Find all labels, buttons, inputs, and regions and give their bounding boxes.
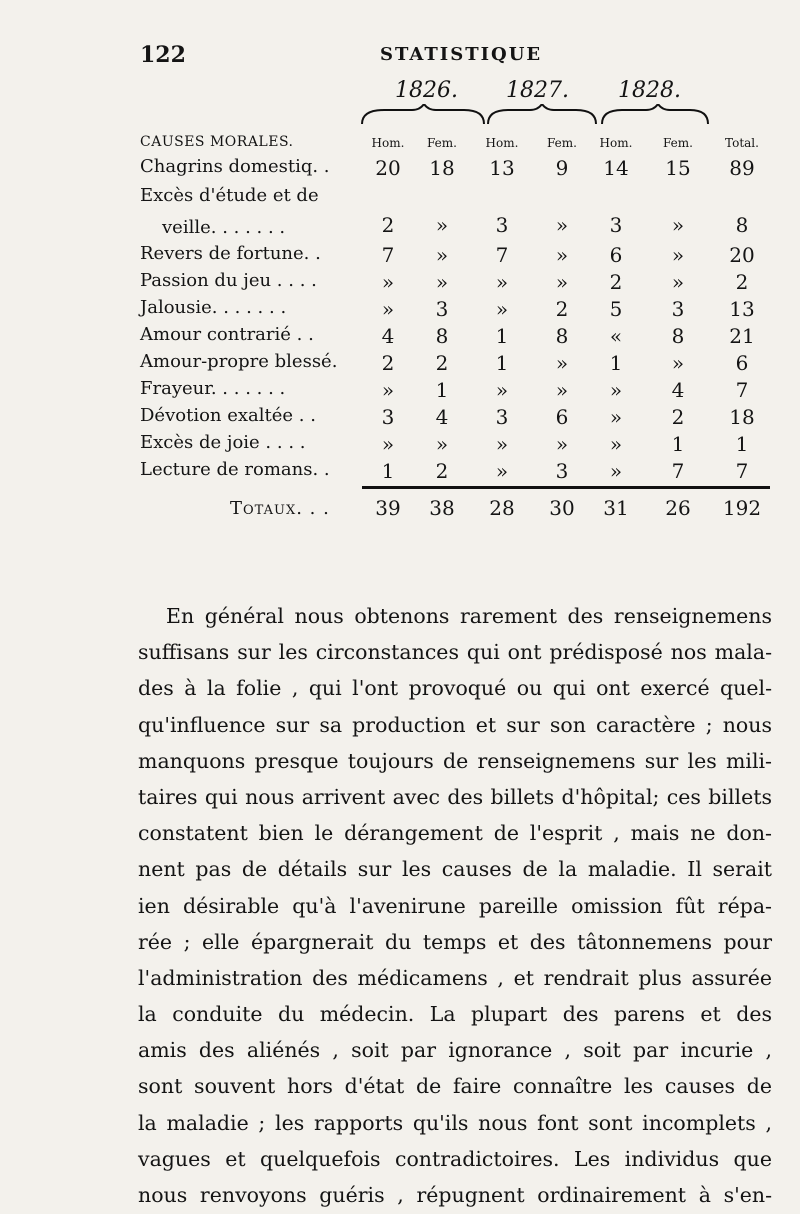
cell-value: 14 [603,156,629,180]
text-line: vagues et quelquefois contradictoires. Les individus que [138,1146,772,1171]
text-line: En général nous obtenons rarement des renseignemens [166,604,772,628]
year-1828: 1828. [618,78,681,103]
text-line: la maladie ; les rapports qu'ils nous font sont incomplets , [138,1110,772,1135]
cell-value: 3 [495,213,509,237]
cell-value: 1 [495,324,509,348]
cell-value: 1 [381,459,395,483]
table-row [140,156,770,183]
text-line: l'administration des médicamens , et rendrait plus assurée [138,965,772,990]
col-header-hom-1827: Hom. [485,136,519,150]
cell-value: 3 [381,405,395,429]
text-line: constatent bien le dérangement de l'esprit , mais ne don- [138,821,772,846]
cell-value: 7 [495,243,509,267]
table-row [140,459,770,486]
total-value: 38 [429,496,455,520]
cell-value: » [555,378,569,402]
cell-value: 6 [735,351,749,375]
cell-value: » [381,432,395,456]
cell-value: » [381,297,395,321]
text-line: amis des aliénés , soit par ignorance , soit par incurie , [138,1038,772,1063]
cell-value: 15 [665,156,691,180]
total-value: 39 [375,496,401,520]
table-header-row [140,130,770,156]
cell-value: 2 [381,351,395,375]
text-line: sont souvent hors d'état de faire connaître les causes de [138,1074,772,1099]
row-label: Excès de joie . . . . [140,432,306,453]
cell-value: 8 [671,324,685,348]
col-header-hom-1826: Hom. [371,136,405,150]
cell-value: 1 [671,432,685,456]
col-header-fem-1827: Fem. [547,136,577,150]
cell-value: » [671,270,685,294]
cell-value: 6 [609,243,623,267]
statistics-table [140,130,770,526]
total-value: 26 [665,496,691,520]
table-row [140,351,770,378]
totals-row [140,486,770,526]
row-label: Amour-propre blessé. [140,351,338,372]
cell-value: 3 [555,459,569,483]
row-label: Jalousie. . . . . . . [140,297,287,318]
cell-value: 3 [671,297,685,321]
col-header-total: Total. [725,136,759,150]
text-line: taires qui nous arrivent avec des billets d'hôpital; ces billets [138,784,772,809]
row-label: Frayeur. . . . . . . [140,378,286,399]
row-label: Amour contrarié . . [140,324,314,345]
col-header-fem-1826: Fem. [427,136,457,150]
text-line: des à la folie , qui l'ont provoqué ou qui ont exercé quel- [138,676,772,701]
column-label: CAUSES MORALES. [140,134,294,150]
cell-value: » [435,213,449,237]
col-header-fem-1828: Fem. [663,136,693,150]
cell-value: 4 [381,324,395,348]
page-number: 122 [140,42,186,68]
year-braces [0,104,800,128]
cell-value: » [435,432,449,456]
cell-value: 2 [555,297,569,321]
cell-value: 8 [735,213,749,237]
body-paragraph [138,598,772,1213]
cell-value: 2 [435,459,449,483]
cell-value: 13 [729,297,755,321]
cell-value: » [555,270,569,294]
table-row [140,270,770,297]
cell-value: 13 [489,156,515,180]
cell-value: 6 [555,405,569,429]
table-row [140,324,770,351]
cell-value: 1 [609,351,623,375]
row-label: Chagrins domestiq. . [140,156,330,177]
row-label: Excès d'étude et de [140,185,319,206]
cell-value: » [435,243,449,267]
cell-value: » [671,213,685,237]
cell-value: » [555,351,569,375]
total-value: 192 [722,496,762,520]
cell-value: » [609,459,623,483]
cell-value: » [609,405,623,429]
row-label: Revers de fortune. . [140,243,321,264]
cell-value: 8 [555,324,569,348]
cell-value: » [435,270,449,294]
table-row [140,405,770,432]
cell-value: 9 [555,156,569,180]
cell-value: » [381,270,395,294]
text-line: la conduite du médecin. La plupart des parens et des [138,1002,772,1027]
totals-rule [362,486,770,489]
row-label: Dévotion exaltée . . [140,405,316,426]
col-header-hom-1828: Hom. [599,136,633,150]
cell-value: 2 [671,405,685,429]
cell-value: 18 [429,156,455,180]
text-line: nent pas de détails sur les causes de la maladie. Il serait [138,857,772,882]
brace-1827 [488,104,596,124]
cell-value: » [495,378,509,402]
cell-value: 5 [609,297,623,321]
year-1827: 1827. [506,78,569,103]
brace-1828 [602,104,708,124]
running-title: STATISTIQUE [380,44,543,65]
cell-value: 7 [381,243,395,267]
text-line: suffisans sur les circonstances qui ont prédisposé nos mala- [138,640,772,665]
cell-value: « [609,324,623,348]
text-line: rée ; elle épargnerait du temps et des tâtonnemens pour [138,929,772,954]
cell-value: 2 [609,270,623,294]
cell-value: 8 [435,324,449,348]
cell-value: » [671,351,685,375]
cell-value: 3 [609,213,623,237]
cell-value: » [495,459,509,483]
year-1826: 1826. [395,78,458,103]
total-value: 30 [549,496,575,520]
cell-value: 7 [671,459,685,483]
cell-value: 21 [729,324,755,348]
text-line: manquons presque toujours de renseignemens sur les mili- [138,748,772,773]
cell-value: » [609,432,623,456]
cell-value: 89 [729,156,755,180]
row-label: Lecture de romans. . [140,459,330,480]
cell-value: 7 [735,378,749,402]
cell-value: 7 [735,459,749,483]
cell-value: 1 [735,432,749,456]
row-label-continued: veille. . . . . . . [162,217,286,238]
cell-value: 4 [435,405,449,429]
page-header [140,40,770,70]
cell-value: 20 [375,156,401,180]
row-label: Passion du jeu . . . . [140,270,317,291]
cell-value: 1 [495,351,509,375]
cell-value: 2 [735,270,749,294]
cell-value: » [555,243,569,267]
cell-value: 2 [381,213,395,237]
cell-value: 18 [729,405,755,429]
cell-value: » [671,243,685,267]
table-row [140,378,770,405]
cell-value: 4 [671,378,685,402]
table-row [140,432,770,459]
table-row [140,243,770,270]
cell-value: » [495,297,509,321]
table-row [140,183,770,243]
text-line: qu'influence sur sa production et sur son caractère ; nous [138,712,772,737]
cell-value: 3 [435,297,449,321]
brace-1826 [362,104,484,124]
cell-value: » [555,432,569,456]
cell-value: » [381,378,395,402]
text-line: ien désirable qu'à l'avenirune pareille omission fût répa- [138,893,772,918]
cell-value: » [495,270,509,294]
cell-value: 20 [729,243,755,267]
cell-value: » [609,378,623,402]
cell-value: 3 [495,405,509,429]
total-value: 31 [603,496,629,520]
cell-value: 1 [435,378,449,402]
cell-value: » [555,213,569,237]
text-line: nous renvoyons guéris , répugnent ordinairement à s'en- [138,1183,772,1207]
total-value: 28 [489,496,515,520]
table-row [140,297,770,324]
cell-value: » [495,432,509,456]
cell-value: 2 [435,351,449,375]
totals-label: Totaux. . . [230,498,330,519]
